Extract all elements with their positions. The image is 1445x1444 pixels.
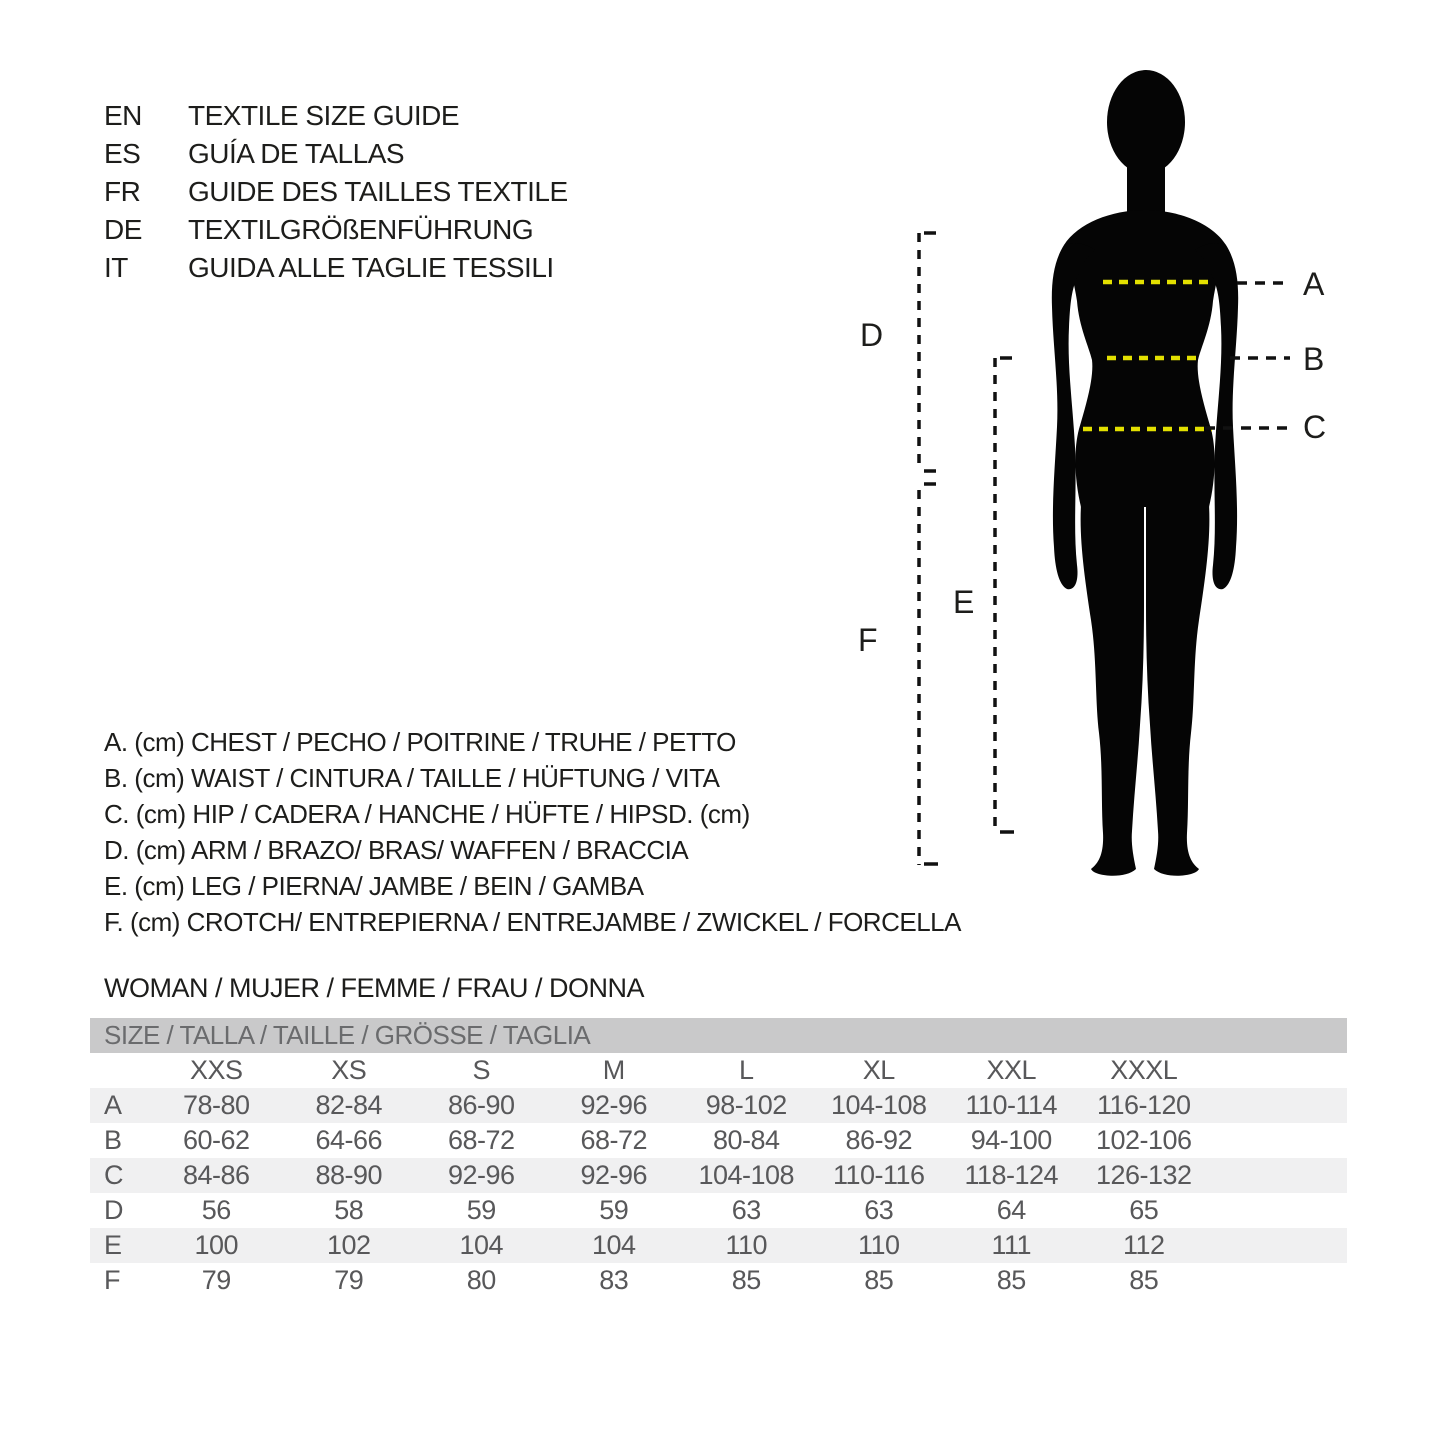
measurement-value: 110-116 xyxy=(832,1160,925,1190)
figure-label-waist: B xyxy=(1303,341,1324,377)
measurement-value: 83 xyxy=(599,1265,629,1295)
guide-title: GUÍA DE TALLAS xyxy=(188,138,405,169)
table-row xyxy=(90,1228,1347,1263)
row-label: B xyxy=(104,1125,122,1155)
figure-label-arm: D xyxy=(860,317,883,353)
measurement-value: 79 xyxy=(201,1265,231,1295)
measurement-value: 92-96 xyxy=(447,1160,515,1190)
measure-line-E xyxy=(995,358,1014,832)
measurement-legend xyxy=(104,724,961,940)
measurement-value: 85 xyxy=(1129,1265,1159,1295)
row-label: C xyxy=(104,1160,123,1190)
language-code: ES xyxy=(104,138,141,169)
guide-title: TEXTILE SIZE GUIDE xyxy=(188,100,460,131)
measurement-value: 98-102 xyxy=(705,1090,787,1120)
figure-label-leg: E xyxy=(953,584,974,620)
measurement-value: 116-120 xyxy=(1096,1090,1191,1120)
measurement-value: 118-124 xyxy=(964,1160,1059,1190)
measurement-value: 63 xyxy=(864,1195,894,1225)
language-code: DE xyxy=(104,214,142,245)
size-column-header: XS xyxy=(331,1055,367,1085)
measurement-value: 58 xyxy=(334,1195,364,1225)
figure-label-chest: A xyxy=(1303,266,1324,302)
table-spacer xyxy=(1210,1158,1347,1193)
woman-silhouette xyxy=(1052,70,1238,876)
row-label: D xyxy=(104,1195,123,1225)
title-row xyxy=(104,173,568,211)
measurement-value: 110 xyxy=(725,1230,768,1260)
table-row xyxy=(90,1263,1347,1298)
title-block xyxy=(104,97,568,287)
size-table-header: SIZE / TALLA / TAILLE / GRÖSSE / TAGLIA xyxy=(90,1018,1347,1053)
legend-item: C. (cm) HIP / CADERA / HANCHE / HÜFTE / HIPSD. (cm) xyxy=(104,799,750,829)
measurement-value: 104-108 xyxy=(698,1160,795,1190)
measurement-value: 104 xyxy=(591,1230,636,1260)
legend-item: E. (cm) LEG / PIERNA/ JAMBE / BEIN / GAMBA xyxy=(104,871,644,901)
language-code: FR xyxy=(104,176,141,207)
table-spacer xyxy=(1210,1088,1347,1123)
measurement-value: 110-114 xyxy=(965,1090,1058,1120)
title-row xyxy=(104,97,568,135)
measurement-value: 82-84 xyxy=(315,1090,383,1120)
measurement-value: 56 xyxy=(201,1195,231,1225)
table-spacer xyxy=(1210,1228,1347,1263)
measurement-value: 112 xyxy=(1122,1230,1165,1260)
measurement-value: 80 xyxy=(466,1265,496,1295)
table-row xyxy=(90,1088,1347,1123)
measurement-value: 63 xyxy=(731,1195,761,1225)
guide-title: TEXTILGRÖßENFÜHRUNG xyxy=(188,214,534,245)
table-spacer xyxy=(1210,1053,1347,1088)
language-code: EN xyxy=(104,100,142,131)
table-size-row xyxy=(90,1053,1347,1088)
size-table-body xyxy=(90,1053,1347,1298)
measure-line-D xyxy=(919,233,936,471)
measurement-value: 104-108 xyxy=(830,1090,927,1120)
row-label: F xyxy=(104,1265,120,1295)
size-table xyxy=(90,1018,1347,1298)
measurement-value: 60-62 xyxy=(182,1125,250,1155)
size-column-header: XXXL xyxy=(1110,1055,1178,1085)
size-column-header: XXL xyxy=(986,1055,1037,1085)
table-spacer xyxy=(1210,1263,1347,1298)
legend-item: A. (cm) CHEST / PECHO / POITRINE / TRUHE / PETTO xyxy=(104,727,736,757)
legend-item: D. (cm) ARM / BRAZO/ BRAS/ WAFFEN / BRACCIA xyxy=(104,835,689,865)
measurement-value: 86-90 xyxy=(447,1090,515,1120)
measurement-value: 84-86 xyxy=(182,1160,250,1190)
guide-title: GUIDA ALLE TAGLIE TESSILI xyxy=(188,252,554,283)
table-spacer xyxy=(1210,1193,1347,1228)
measurement-value: 85 xyxy=(731,1265,761,1295)
measurement-value: 85 xyxy=(864,1265,894,1295)
measurement-value: 110 xyxy=(857,1230,900,1260)
measurement-value: 104 xyxy=(459,1230,504,1260)
table-corner-cell xyxy=(90,1053,150,1088)
measurement-value: 102 xyxy=(326,1230,371,1260)
measurement-value: 68-72 xyxy=(580,1125,648,1155)
figure-label-hip: C xyxy=(1303,409,1326,445)
measurement-value: 85 xyxy=(996,1265,1026,1295)
measurement-value: 59 xyxy=(466,1195,496,1225)
measurement-value: 92-96 xyxy=(580,1160,648,1190)
measurement-value: 126-132 xyxy=(1095,1160,1192,1190)
gender-section-heading: WOMAN / MUJER / FEMME / FRAU / DONNA xyxy=(104,973,644,1003)
guide-title: GUIDE DES TAILLES TEXTILE xyxy=(188,176,568,207)
measurement-diagram xyxy=(850,55,1320,895)
size-column-header: S xyxy=(472,1055,490,1085)
measurement-value: 59 xyxy=(599,1195,629,1225)
title-row xyxy=(104,249,568,287)
row-label: A xyxy=(104,1090,122,1120)
measurement-value: 64 xyxy=(996,1195,1026,1225)
measurement-value: 88-90 xyxy=(315,1160,383,1190)
measurement-value: 65 xyxy=(1129,1195,1159,1225)
measurement-value: 78-80 xyxy=(182,1090,250,1120)
row-label: E xyxy=(104,1230,122,1260)
title-row xyxy=(104,211,568,249)
size-column-header: XL xyxy=(862,1055,895,1085)
size-column-header: L xyxy=(738,1055,754,1085)
table-row xyxy=(90,1158,1347,1193)
table-spacer xyxy=(1210,1123,1347,1158)
title-row xyxy=(104,135,568,173)
measure-line-F xyxy=(919,484,938,865)
measurement-value: 92-96 xyxy=(580,1090,648,1120)
table-row xyxy=(90,1193,1347,1228)
measurement-value: 86-92 xyxy=(845,1125,913,1155)
figure-label-crotch: F xyxy=(858,622,878,658)
measurement-value: 79 xyxy=(334,1265,364,1295)
language-code: IT xyxy=(104,252,128,283)
size-column-header: M xyxy=(602,1055,625,1085)
measurement-value: 102-106 xyxy=(1095,1125,1192,1155)
measurement-value: 100 xyxy=(194,1230,239,1260)
size-column-header: XXS xyxy=(189,1055,243,1085)
measurement-value: 111 xyxy=(991,1230,1032,1260)
measurement-value: 80-84 xyxy=(712,1125,780,1155)
measurement-value: 94-100 xyxy=(970,1125,1052,1155)
measurement-value: 68-72 xyxy=(447,1125,515,1155)
measurement-value: 64-66 xyxy=(315,1125,383,1155)
legend-item: B. (cm) WAIST / CINTURA / TAILLE / HÜFTUNG / VITA xyxy=(104,763,720,793)
legend-item: F. (cm) CROTCH/ ENTREPIERNA / ENTREJAMBE / ZWICKEL / FORCELLA xyxy=(104,907,961,937)
table-row xyxy=(90,1123,1347,1158)
